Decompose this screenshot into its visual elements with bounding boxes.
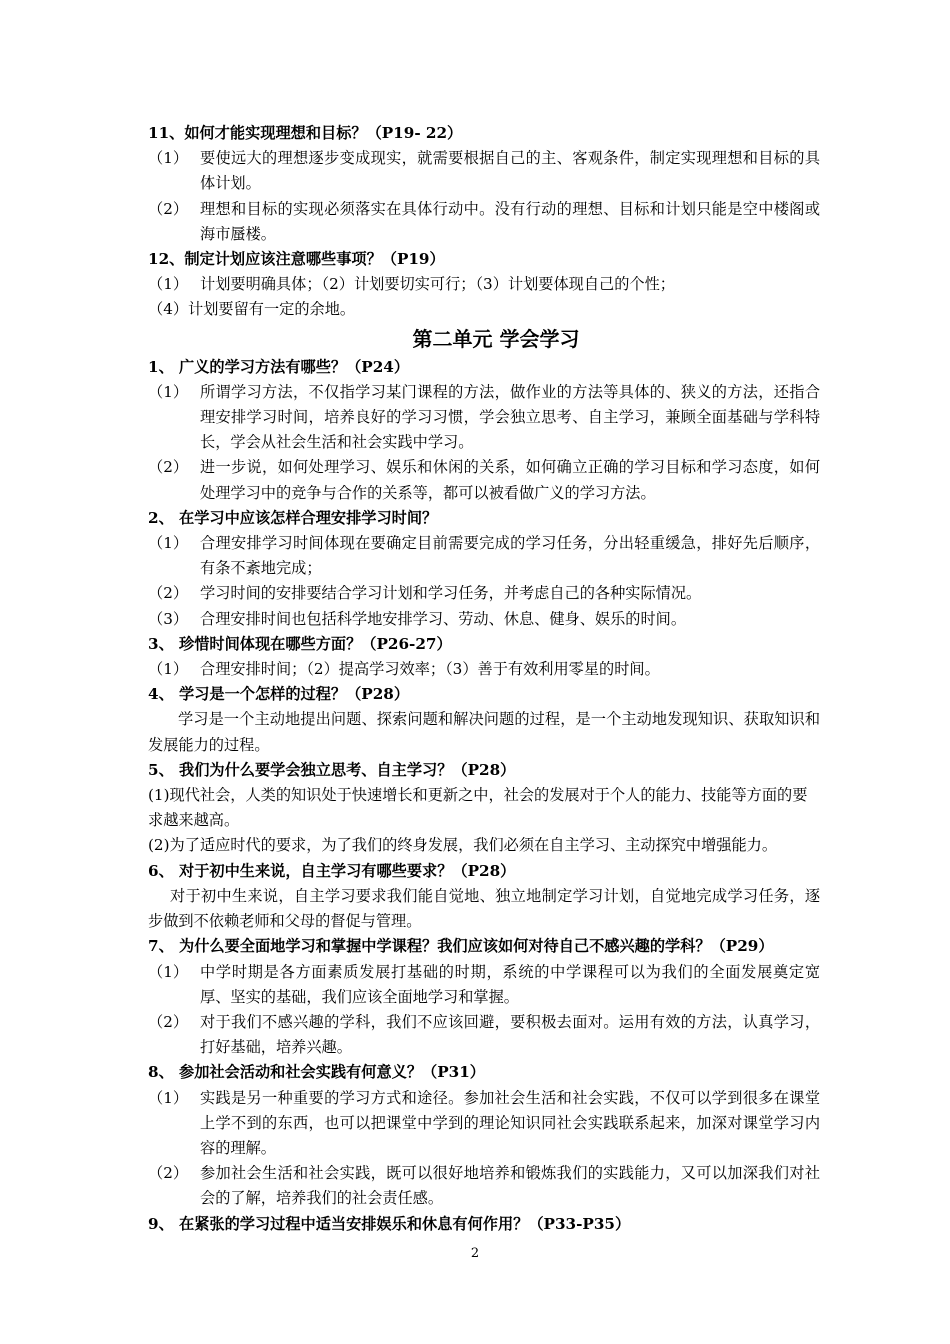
answer-number: （1） xyxy=(148,382,189,401)
answer-number: （2） xyxy=(148,199,189,218)
question-heading: 8、 参加社会活动和社会实践有何意义？（P31） xyxy=(148,1063,485,1082)
question-heading: 1、 广义的学习方法有哪些？（P24） xyxy=(148,357,410,376)
numbered-answer xyxy=(148,1010,820,1060)
answer-number: （1） xyxy=(148,660,189,679)
numbered-answer xyxy=(148,657,820,682)
answer-text: 进一步说，如何处理学习、娱乐和休闲的关系，如何确立正确的学习目标和学习态度，如何处理学习中的竞争与合作的关系等，都可以被看做广义的学习方法。 xyxy=(200,458,820,502)
answer-number: （2） xyxy=(148,584,189,603)
answer-text: 学习时间的安排要结合学习计划和学习任务，并考虑自己的各种实际情况。 xyxy=(200,584,702,603)
answer-text: 合理安排时间；（2）提高学习效率；（3）善于有效利用零星的时间。 xyxy=(200,660,660,679)
numbered-answer xyxy=(148,455,820,505)
answer-text: 计划要明确具体；（2）计划要切实可行；（3）计划要体现自己的个性； xyxy=(200,275,675,294)
page-number: 2 xyxy=(470,1246,480,1261)
answer-text: 中学时期是各方面素质发展打基础的时期，系统的中学课程可以为我们的全面发展奠定宽厚、坚实的基础，我们应该全面地学习和掌握。 xyxy=(200,962,820,1006)
answer-text: 参加社会生活和社会实践，既可以很好地培养和锻炼我们的实践能力，又可以加深我们对社会的了解，培养我们的社会责任感。 xyxy=(200,1164,820,1208)
answer-text: 对于我们不感兴趣的学科，我们不应该回避，要积极去面对。运用有效的方法，认真学习，打好基础，培养兴趣。 xyxy=(200,1012,820,1057)
numbered-answer xyxy=(148,607,820,632)
answer-number: （1） xyxy=(148,534,189,553)
question-heading: 3、 珍惜时间体现在哪些方面？（P26-27） xyxy=(148,634,452,653)
question-heading: 11、如何才能实现理想和目标？（P19- 22） xyxy=(148,124,463,142)
numbered-answer xyxy=(148,197,820,247)
answer-text: 合理安排学习时间体现在要确定目前需要完成的学习任务，分出轻重缓急，排好先后顺序，有条不紊地完成； xyxy=(200,534,820,578)
answer-text: 理想和目标的实现必须落实在具体行动中。没有行动的理想、目标和计划只能是空中楼阁或海市蜃楼。 xyxy=(200,199,820,243)
numbered-answer xyxy=(148,146,820,196)
numbered-answer xyxy=(148,581,820,606)
numbered-answer xyxy=(148,1161,820,1211)
question-heading: 9、 在紧张的学习过程中适当安排娱乐和休息有何作用？（P33-P35） xyxy=(148,1214,631,1233)
numbered-answer xyxy=(148,960,820,1010)
answer-paragraph: 学习是一个主动地提出问题、探索问题和解决问题的过程，是一个主动地发现知识、获取知识和发展能力的过程。 xyxy=(148,710,820,754)
numbered-answer xyxy=(148,531,820,581)
answer-paragraph: 对于初中生来说，自主学习要求我们能自觉地、独立地制定学习计划，自觉地完成学习任务，逐步做到不依赖老师和父母的督促与管理。 xyxy=(148,886,820,931)
question-heading: 4、 学习是一个怎样的过程？（P28） xyxy=(148,685,410,704)
question-heading: 12、制定计划应该注意哪些事项？（P19） xyxy=(148,250,445,269)
question-heading: 5、 我们为什么要学会独立思考、自主学习？（P28） xyxy=(148,760,516,779)
numbered-answer xyxy=(148,1086,820,1162)
answer-text: 所谓学习方法，不仅指学习某门课程的方法，做作业的方法等具体的、狭义的方法，还指合理安排学习时间，培养良好的学习习惯，学会独立思考、自主学习，兼顾全面基础与学科特长，学会从社会生活和社会实践中学习。 xyxy=(200,382,820,452)
question-heading: 2、 在学习中应该怎样合理安排学习时间？ xyxy=(148,508,438,527)
question-heading: 6、 对于初中生来说，自主学习有哪些要求？（P28） xyxy=(148,861,516,880)
answer-number: （1） xyxy=(148,962,189,981)
answer-number: （3） xyxy=(148,609,189,628)
answer-number: （2） xyxy=(148,458,189,477)
document-body xyxy=(148,121,820,1237)
answer-line: (1)现代社会，人类的知识处于快速增长和更新之中，社会的发展对于个人的能力、技能等方面的要求越来越高。 xyxy=(148,786,808,830)
unit-title: 第二单元 学会学习 xyxy=(412,326,580,351)
numbered-answer xyxy=(148,380,820,456)
answer-line: （4）计划要留有一定的余地。 xyxy=(148,300,356,319)
answer-number: （1） xyxy=(148,275,189,294)
answer-number: （1） xyxy=(148,1088,189,1107)
answer-text: 实践是另一种重要的学习方式和途径。参加社会生活和社会实践，不仅可以学到很多在课堂上学不到的东西，也可以把课堂中学到的理论知识同社会实践联系起来，加深对课堂学习内容的理解。 xyxy=(200,1088,820,1157)
answer-text: 要使远大的理想逐步变成现实，就需要根据自己的主、客观条件，制定实现理想和目标的具体计划。 xyxy=(200,149,820,193)
answer-number: （2） xyxy=(148,1012,189,1031)
answer-line: (2)为了适应时代的要求，为了我们的终身发展，我们必须在自主学习、主动探究中增强能力。 xyxy=(148,836,778,855)
numbered-answer xyxy=(148,272,820,297)
answer-text: 合理安排时间也包括科学地安排学习、劳动、休息、健身、娱乐的时间。 xyxy=(200,609,686,628)
answer-number: （1） xyxy=(148,149,189,168)
question-heading: 7、 为什么要全面地学习和掌握中学课程？我们应该如何对待自己不感兴趣的学科？（P29） xyxy=(148,937,774,956)
answer-number: （2） xyxy=(148,1164,189,1183)
